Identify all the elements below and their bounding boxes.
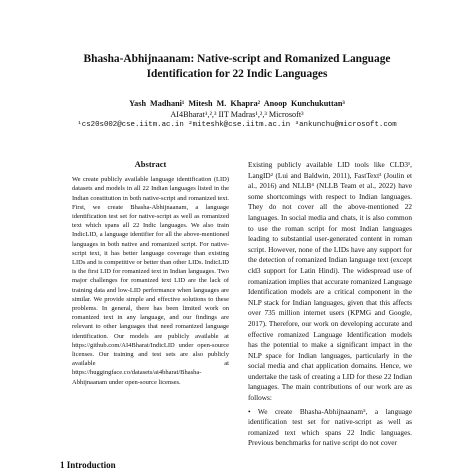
author-block	[40, 98, 434, 131]
abstract-heading: Abstract	[134, 159, 167, 169]
abstract-column	[72, 160, 229, 387]
author-affiliations: AI4Bharat¹,²,³ IIT Madras¹,²,³ Microsoft³	[170, 110, 304, 119]
title-line-2: Identification for 22 Indic Languages	[146, 67, 328, 80]
author-names: Yash Madhani¹ Mitesh M. Khapra² Anoop Kunchukuttan³	[129, 99, 345, 108]
intro-paragraph: Existing publicly available LID tools like CLD3¹, LangID² (Lui and Baldwin, 2011), FastText³ (Joulin et al., 2016) and NLLB⁴ (NLLB Team et al., 2022) have some shortcomings with respect to Indian languages. They do not cover all the above-mentioned 22 languages. In social media and chats, it is also common to use the roman script for most Indian languages leading to substantial user-generated content in roman script. However, none of the LIDs have any support for the detection of romanized Indian language text (except cld3 support for Latin Hindi). The widespread use of romanization implies that accurate romanized Language Identification models are a critical component in the NLP stack for Indian languages, given that this affects over 735 million internet users (KPMG and Google, 2017). Therefore, our work on developing accurate and effective romanized Language Identification models has the potential to make a significant impact in the NLP space for Indian languages, particularly in the social media and chat application domains. Hence, we undertake the task of creating a LID for these 22 Indian languages. The main contributions of our work are as follows:	[248, 160, 412, 403]
right-column	[248, 160, 412, 449]
abstract-text: We create publicly available language identification (LID) datasets and models in all 22 Indian languages listed in the Indian constitution in both native-script and romanized text. First, we create Bhasha-Abhijnaanam, a language identification test set for native-script as well as romanized text which spans all 22 Indic languages. We also train IndicLID, a language identifier for all the above-mentioned languages in both native and romanized script. For native-script text, it has better language coverage than existing LIDs and is competitive or better than other LIDs. IndicLID is the first LID for romanized text in Indian languages. Two major challenges for romanized text LID are the lack of training data and low-LID performance when languages are similar. We provide simple and effective solutions to these problems. In general, there has been limited work on romanized text in any language, and our findings are relevant to other languages that need romanized language identification. Our models are publicly available at https://github.com/AI4Bharat/IndicLID under open-source licenses. Our training and test sets are also publicly available at https://huggingface.co/datasets/ai4bharat/Bhasha-Abhijnaanam under open-source licenses.	[72, 176, 229, 386]
contribution-bullet: • We create Bhasha-Abhijnaanam⁵, a language identification test set for native-script as well as romanized text which spans 22 Indic languages. Previous benchmarks for native script do not cover	[248, 406, 412, 448]
introduction-heading: 1 Introduction	[60, 460, 116, 470]
title-line-1: Bhasha-Abhijnaanam: Native-script and Romanized Language	[83, 53, 391, 65]
author-emails: ¹cs20s002@cse.iitm.ac.in ²miteshk@cse.iitm.ac.in ³ankunchu@microsoft.com	[77, 121, 397, 129]
paper-title	[40, 52, 434, 81]
